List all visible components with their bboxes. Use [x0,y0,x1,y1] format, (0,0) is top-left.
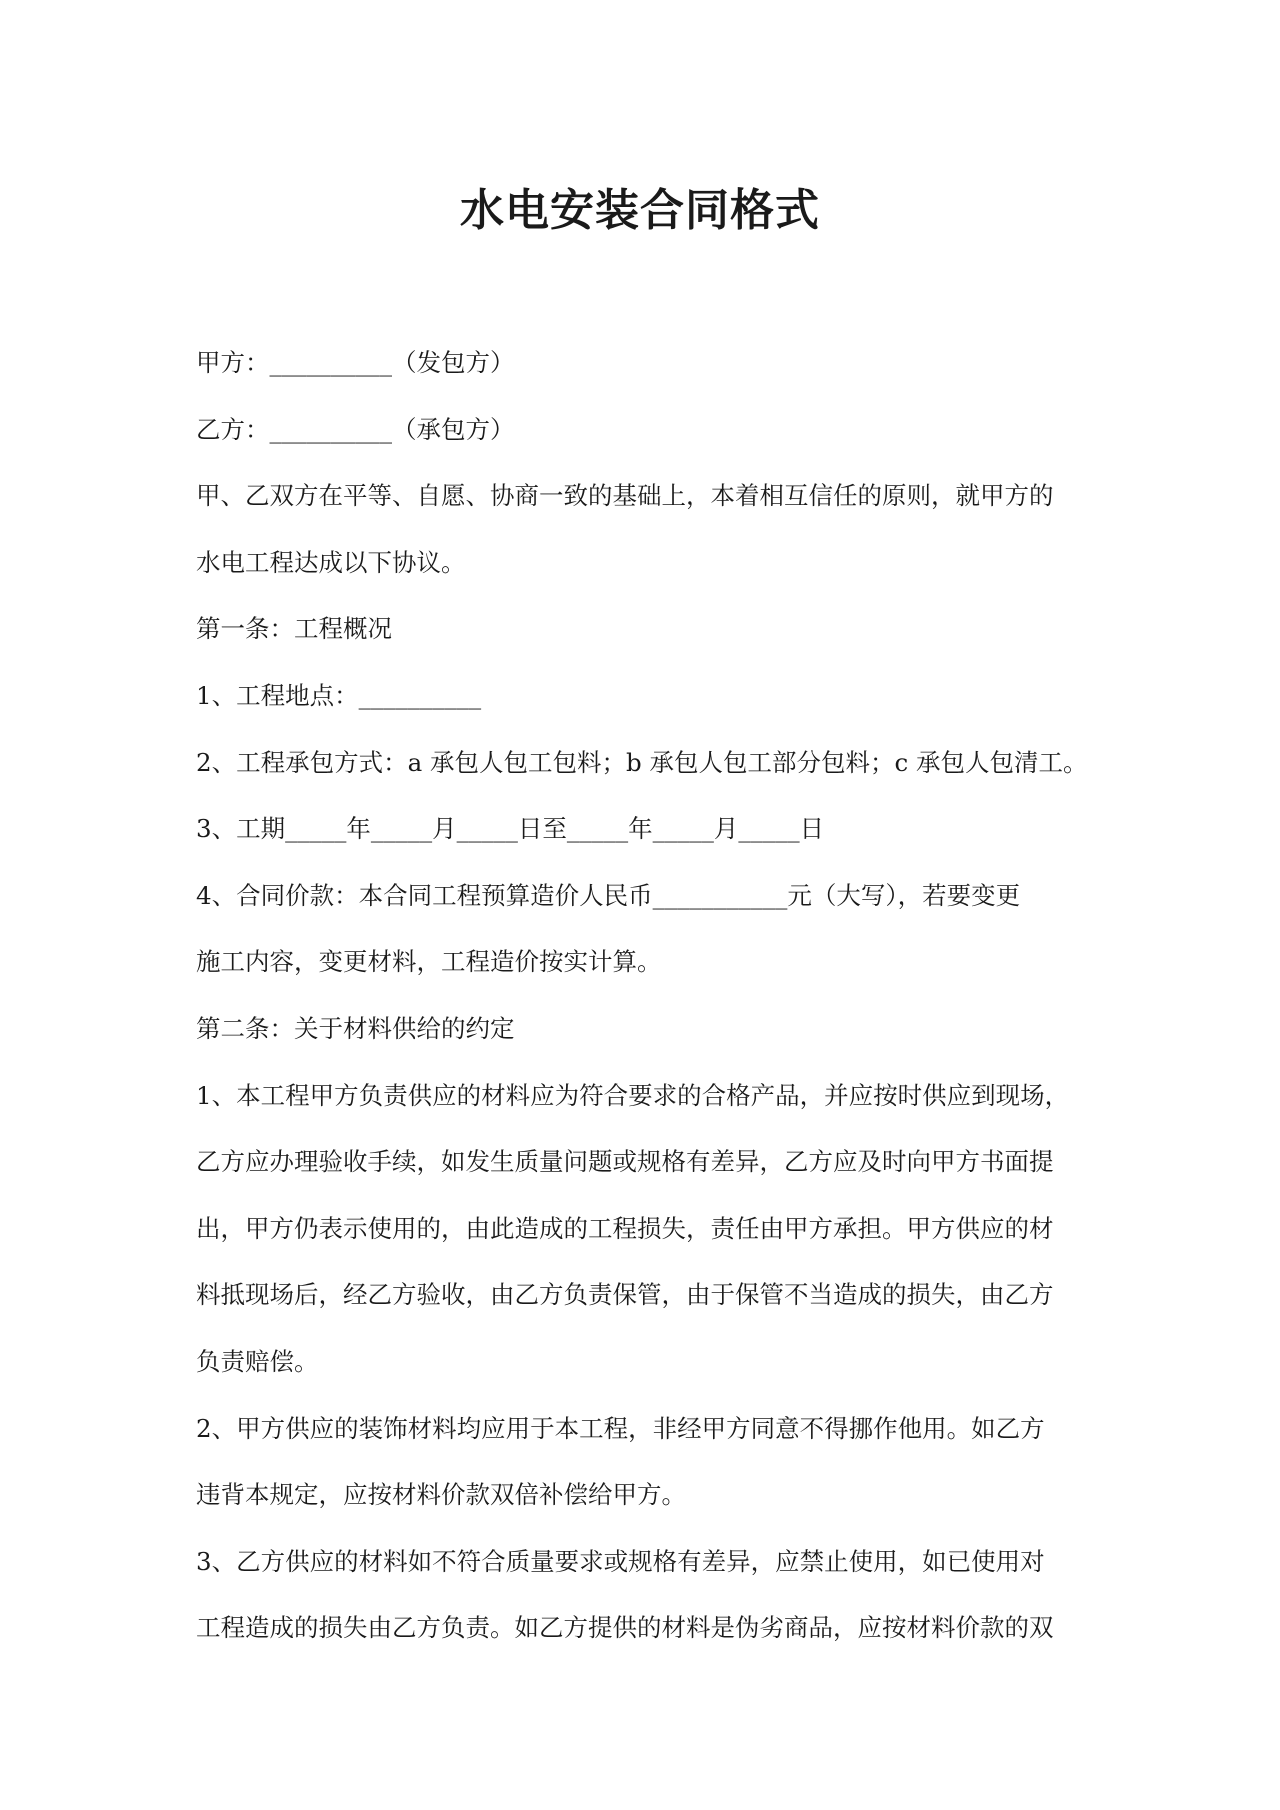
article-2-item-3: 3、乙方供应的材料如不符合质量要求或规格有差异，应禁止使用，如已使用对 [196,1546,1045,1576]
article-2-heading: 第二条：关于材料供给的约定 [196,1013,515,1043]
article-2-item-1-cont: 负责赔偿。 [196,1346,319,1376]
document-body [196,330,1096,1662]
article-1-item-3: 3、工期_____年_____月_____日至_____年_____月_____日 [196,814,825,844]
article-2-item-1-cont: 料抵现场后，经乙方验收，由乙方负责保管，由于保管不当造成的损失，由乙方 [196,1280,1054,1310]
article-2-item-1-cont: 出，甲方仍表示使用的，由此造成的工程损失，责任由甲方承担。甲方供应的材 [196,1213,1054,1243]
article-2-item-2: 2、甲方供应的装饰材料均应用于本工程，非经甲方同意不得挪作他用。如乙方 [196,1413,1045,1443]
party-a-line: 甲方：__________（发包方） [196,348,515,377]
article-1-item-2: 2、工程承包方式：a 承包人包工包料；b 承包人包工部分包料；c 承包人包清工。 [196,747,1088,777]
party-b-line: 乙方：__________（承包方） [196,414,515,444]
article-1-item-1: 1、工程地点：__________ [196,680,482,710]
article-2-item-1-cont: 乙方应办理验收手续，如发生质量问题或规格有差异，乙方应及时向甲方书面提 [196,1147,1054,1177]
article-2-item-1: 1、本工程甲方负责供应的材料应为符合要求的合格产品，并应按时供应到现场， [196,1080,1070,1110]
preamble-line: 甲、乙双方在平等、自愿、协商一致的基础上，本着相互信任的原则，就甲方的 [196,481,1054,511]
document-title: 水电安装合同格式 [460,185,820,236]
article-1-item-4-cont: 施工内容，变更材料，工程造价按实计算。 [196,947,662,977]
article-1-item-4: 4、合同价款：本合同工程预算造价人民币___________元（大写），若要变更 [196,880,1021,910]
article-2-item-2-cont: 违背本规定，应按材料价款双倍补偿给甲方。 [196,1480,686,1510]
article-1-heading: 第一条：工程概况 [196,614,392,644]
article-2-item-3-cont: 工程造成的损失由乙方负责。如乙方提供的材料是伪劣商品，应按材料价款的双 [196,1613,1054,1643]
preamble-line: 水电工程达成以下协议。 [196,547,466,577]
